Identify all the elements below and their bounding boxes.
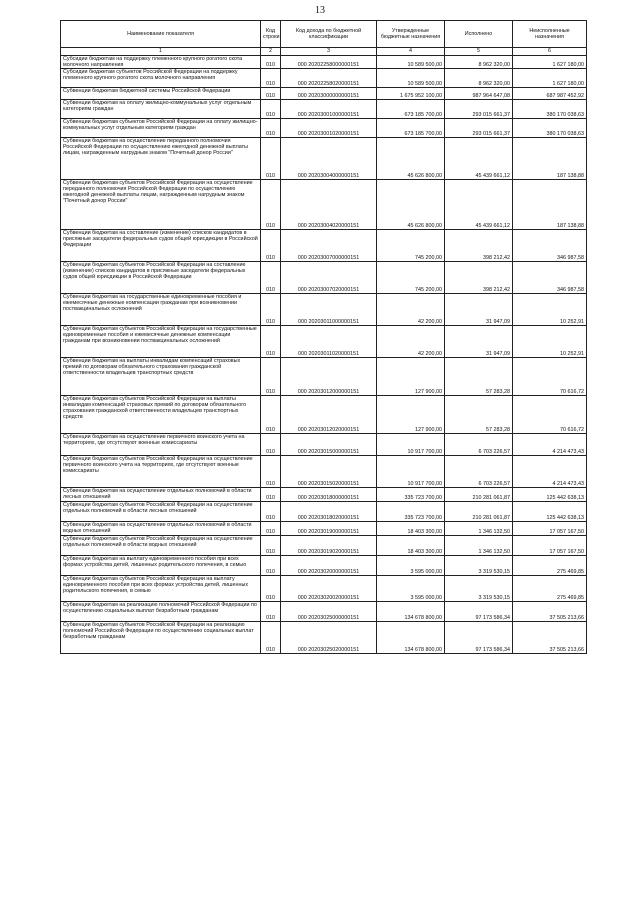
row-line-code: 010 [261, 358, 281, 396]
table-row [61, 602, 587, 622]
row-approved: 45 626 800,00 [377, 180, 445, 230]
row-name: Субсидии бюджетам субъектов Российской Федерации на поддержку племенного крупного рогатого скота молочного направления [61, 69, 261, 88]
row-approved: 745 200,00 [377, 230, 445, 262]
row-unexecuted: 1 627 180,00 [513, 69, 587, 88]
header-income-code: Код дохода по бюджетной классификации [281, 21, 377, 48]
row-income-code: 000 20203012020000151 [281, 396, 377, 434]
row-name: Субвенции бюджетам на выплату единовременного пособия при всех формах устройства детей, лишенных родительского попечения, в семью [61, 556, 261, 576]
table-row [61, 488, 587, 502]
row-line-code: 010 [261, 622, 281, 654]
row-approved: 335 723 700,00 [377, 502, 445, 522]
table-row [61, 396, 587, 434]
table-row [61, 180, 587, 230]
table-row [61, 100, 587, 119]
row-executed: 6 703 226,57 [445, 456, 513, 488]
table-row [61, 536, 587, 556]
row-line-code: 010 [261, 536, 281, 556]
row-unexecuted: 380 170 038,63 [513, 100, 587, 119]
row-executed: 45 439 661,12 [445, 180, 513, 230]
row-unexecuted: 346 987,58 [513, 262, 587, 294]
table-row [61, 69, 587, 88]
row-income-code: 000 20203001000000151 [281, 100, 377, 119]
column-numbers-row [61, 48, 587, 56]
column-number: 4 [377, 48, 445, 56]
row-income-code: 000 20203025020000151 [281, 622, 377, 654]
row-income-code: 000 20203019000000151 [281, 522, 377, 536]
row-executed: 31 947,09 [445, 326, 513, 358]
row-income-code: 000 20203015000000151 [281, 434, 377, 456]
table-row [61, 522, 587, 536]
row-name: Субвенции бюджетам субъектов Российской Федерации на выплату единовременного пособия при всех формах устройства детей, лишенных родительского попечения, в семью [61, 576, 261, 602]
row-line-code: 010 [261, 434, 281, 456]
row-unexecuted: 4 214 473,43 [513, 456, 587, 488]
row-income-code: 000 20203007000000151 [281, 230, 377, 262]
row-approved: 127 900,00 [377, 396, 445, 434]
column-number: 5 [445, 48, 513, 56]
row-name: Субвенции бюджетам на осуществление отдельных полномочий в области водных отношений [61, 522, 261, 536]
row-executed: 210 281 061,87 [445, 488, 513, 502]
table-row [61, 576, 587, 602]
row-income-code: 000 20203012000000151 [281, 358, 377, 396]
row-income-code: 000 20203004000000151 [281, 138, 377, 180]
row-income-code: 000 20203000000000151 [281, 88, 377, 100]
table-row [61, 556, 587, 576]
row-approved: 10 589 500,00 [377, 56, 445, 69]
row-line-code: 010 [261, 138, 281, 180]
row-executed: 8 962 320,00 [445, 69, 513, 88]
row-line-code: 010 [261, 230, 281, 262]
row-income-code: 000 20203015020000151 [281, 456, 377, 488]
row-unexecuted: 275 469,85 [513, 576, 587, 602]
row-income-code: 000 20203011020000151 [281, 326, 377, 358]
row-line-code: 010 [261, 88, 281, 100]
header-row [61, 21, 587, 48]
row-approved: 42 200,00 [377, 326, 445, 358]
row-unexecuted: 70 616,72 [513, 396, 587, 434]
row-line-code: 010 [261, 396, 281, 434]
row-unexecuted: 17 057 167,50 [513, 536, 587, 556]
row-line-code: 010 [261, 522, 281, 536]
row-line-code: 010 [261, 56, 281, 69]
row-name: Субвенции бюджетам субъектов Российской Федерации на осуществление первичного воинского учета на территориях, где отсутствуют военные комиссариаты [61, 456, 261, 488]
row-approved: 134 678 800,00 [377, 602, 445, 622]
row-unexecuted: 275 469,85 [513, 556, 587, 576]
column-number: 2 [261, 48, 281, 56]
row-approved: 10 917 700,00 [377, 456, 445, 488]
row-unexecuted: 125 442 638,13 [513, 502, 587, 522]
row-income-code: 000 20202258000000151 [281, 56, 377, 69]
row-name: Субвенции бюджетам на осуществление отдельных полномочий в области лесных отношений [61, 488, 261, 502]
row-name: Субвенции бюджетам субъектов Российской Федерации на выплаты инвалидам компенсаций страховых премий по договорам обязательного страхования гражданской ответственности владельцев транспортных средств [61, 396, 261, 434]
table-row [61, 622, 587, 654]
row-line-code: 010 [261, 326, 281, 358]
row-unexecuted: 70 616,72 [513, 358, 587, 396]
row-name: Субвенции бюджетам субъектов Российской Федерации на государственные единовременные пособия и ежемесячные денежные компенсации гражданам при возникновении поствакцинальных осложнений [61, 326, 261, 358]
row-line-code: 010 [261, 456, 281, 488]
row-line-code: 010 [261, 488, 281, 502]
row-executed: 8 962 320,00 [445, 56, 513, 69]
row-income-code: 000 20203011000000151 [281, 294, 377, 326]
header-executed: Исполнено [445, 21, 513, 48]
table-row [61, 358, 587, 396]
row-line-code: 010 [261, 180, 281, 230]
row-income-code: 000 20203018020000151 [281, 502, 377, 522]
row-approved: 18 403 300,00 [377, 536, 445, 556]
row-approved: 335 723 700,00 [377, 488, 445, 502]
row-line-code: 010 [261, 69, 281, 88]
row-unexecuted: 37 505 213,66 [513, 602, 587, 622]
row-approved: 673 185 700,00 [377, 100, 445, 119]
table-row [61, 456, 587, 488]
row-executed: 6 703 226,57 [445, 434, 513, 456]
report-table [60, 20, 587, 654]
row-executed: 45 439 661,12 [445, 138, 513, 180]
row-line-code: 010 [261, 502, 281, 522]
row-line-code: 010 [261, 262, 281, 294]
row-approved: 18 403 300,00 [377, 522, 445, 536]
row-approved: 3 595 000,00 [377, 576, 445, 602]
row-unexecuted: 380 170 038,63 [513, 119, 587, 138]
header-unexecuted: Неисполненные назначения [513, 21, 587, 48]
row-executed: 1 346 132,50 [445, 522, 513, 536]
table-row [61, 119, 587, 138]
row-income-code: 000 20202258020000151 [281, 69, 377, 88]
row-executed: 3 319 530,15 [445, 576, 513, 602]
table-row [61, 434, 587, 456]
row-executed: 210 281 061,87 [445, 502, 513, 522]
row-name: Субвенции бюджетам субъектов Российской Федерации на осуществление отдельных полномочий в области водных отношений [61, 536, 261, 556]
row-executed: 987 964 647,08 [445, 88, 513, 100]
row-executed: 398 212,42 [445, 262, 513, 294]
row-income-code: 000 20203007020000151 [281, 262, 377, 294]
table-row [61, 262, 587, 294]
table-row [61, 326, 587, 358]
row-name: Субвенции бюджетам субъектов Российской Федерации на реализацию полномочий Российской Федерации по осуществлению социальных выплат безработным гражданам [61, 622, 261, 654]
row-executed: 97 173 586,34 [445, 622, 513, 654]
row-income-code: 000 20203019020000151 [281, 536, 377, 556]
table-row [61, 502, 587, 522]
row-name: Субвенции бюджетам субъектов Российской Федерации на оплату жилищно-коммунальных услуг отдельным категориям граждан [61, 119, 261, 138]
table-row [61, 294, 587, 326]
row-line-code: 010 [261, 294, 281, 326]
header-approved: Утвержденные бюджетные назначения [377, 21, 445, 48]
column-number: 1 [61, 48, 261, 56]
row-approved: 3 595 000,00 [377, 556, 445, 576]
row-unexecuted: 187 138,88 [513, 180, 587, 230]
row-approved: 42 200,00 [377, 294, 445, 326]
row-income-code: 000 20203018000000151 [281, 488, 377, 502]
row-executed: 293 015 661,37 [445, 119, 513, 138]
row-executed: 97 173 586,34 [445, 602, 513, 622]
row-name: Субвенции бюджетам субъектов Российской Федерации на осуществление переданного полномочия Российской Федерации по осуществлению ежегодной денежной выплаты лицам, награжденным нагрудным знаком "Почетный донор России" [61, 180, 261, 230]
column-number: 3 [281, 48, 377, 56]
row-executed: 293 015 661,37 [445, 100, 513, 119]
row-approved: 673 185 700,00 [377, 119, 445, 138]
row-approved: 10 589 500,00 [377, 69, 445, 88]
row-line-code: 010 [261, 119, 281, 138]
row-income-code: 000 20203020000000151 [281, 556, 377, 576]
row-unexecuted: 1 627 180,00 [513, 56, 587, 69]
row-unexecuted: 17 057 167,50 [513, 522, 587, 536]
row-name: Субвенции бюджетам на государственные единовременные пособия и ежемесячные денежные компенсации гражданам при возникновении поствакцинальных осложнений [61, 294, 261, 326]
table-row [61, 138, 587, 180]
row-line-code: 010 [261, 602, 281, 622]
row-name: Субвенции бюджетам на оплату жилищно-коммунальных услуг отдельным категориям граждан [61, 100, 261, 119]
row-unexecuted: 37 505 213,66 [513, 622, 587, 654]
row-approved: 127 900,00 [377, 358, 445, 396]
row-approved: 10 917 700,00 [377, 434, 445, 456]
row-name: Субвенции бюджетам на осуществление переданного полномочия Российской Федерации по осуществлению ежегодной денежной выплаты лицам, награжденным нагрудным знаком "Почетный донор России" [61, 138, 261, 180]
row-line-code: 010 [261, 100, 281, 119]
row-approved: 745 200,00 [377, 262, 445, 294]
row-line-code: 010 [261, 556, 281, 576]
row-unexecuted: 4 214 473,43 [513, 434, 587, 456]
row-income-code: 000 20203025000000151 [281, 602, 377, 622]
row-approved: 1 675 952 100,00 [377, 88, 445, 100]
row-name: Субвенции бюджетам субъектов Российской Федерации на составление (изменение) списков кандидатов в присяжные заседатели федеральных судов общей юрисдикции в Российской Федерации [61, 262, 261, 294]
table-row [61, 230, 587, 262]
row-unexecuted: 687 987 452,92 [513, 88, 587, 100]
table-body [61, 56, 587, 654]
row-income-code: 000 20203004020000151 [281, 180, 377, 230]
row-approved: 134 678 800,00 [377, 622, 445, 654]
row-unexecuted: 187 138,88 [513, 138, 587, 180]
row-executed: 3 319 530,15 [445, 556, 513, 576]
row-name: Субвенции бюджетам на осуществление первичного воинского учета на территориях, где отсутствуют военные комиссариаты [61, 434, 261, 456]
row-unexecuted: 125 442 638,13 [513, 488, 587, 502]
header-name: Наименование показателя [61, 21, 261, 48]
page-number: 13 [315, 5, 325, 16]
table-row [61, 56, 587, 69]
header-line-code: Код строки [261, 21, 281, 48]
row-income-code: 000 20203020020000151 [281, 576, 377, 602]
row-unexecuted: 346 987,58 [513, 230, 587, 262]
row-name: Субвенции бюджетам на реализацию полномочий Российской Федерации по осуществлению социальных выплат безработным гражданам [61, 602, 261, 622]
row-name: Субвенции бюджетам на составление (изменение) списков кандидатов в присяжные заседатели федеральных судов общей юрисдикции в Российской Федерации [61, 230, 261, 262]
row-unexecuted: 10 252,91 [513, 294, 587, 326]
row-unexecuted: 10 252,91 [513, 326, 587, 358]
row-executed: 1 346 132,50 [445, 536, 513, 556]
row-executed: 31 947,09 [445, 294, 513, 326]
row-executed: 398 212,42 [445, 230, 513, 262]
row-name: Субвенции бюджетам бюджетной системы Российской Федерации [61, 88, 261, 100]
row-line-code: 010 [261, 576, 281, 602]
row-name: Субвенции бюджетам субъектов Российской Федерации на осуществление отдельных полномочий в области лесных отношений [61, 502, 261, 522]
row-executed: 57 283,28 [445, 358, 513, 396]
column-number: 6 [513, 48, 587, 56]
row-executed: 57 283,28 [445, 396, 513, 434]
table-row [61, 88, 587, 100]
row-name: Субвенции бюджетам на выплаты инвалидам компенсаций страховых премий по договорам обязательного страхования гражданской ответственности владельцев транспортных средств [61, 358, 261, 396]
row-name: Субсидии бюджетам на поддержку племенного крупного рогатого скота молочного направления [61, 56, 261, 69]
row-approved: 45 626 800,00 [377, 138, 445, 180]
row-income-code: 000 20203001020000151 [281, 119, 377, 138]
